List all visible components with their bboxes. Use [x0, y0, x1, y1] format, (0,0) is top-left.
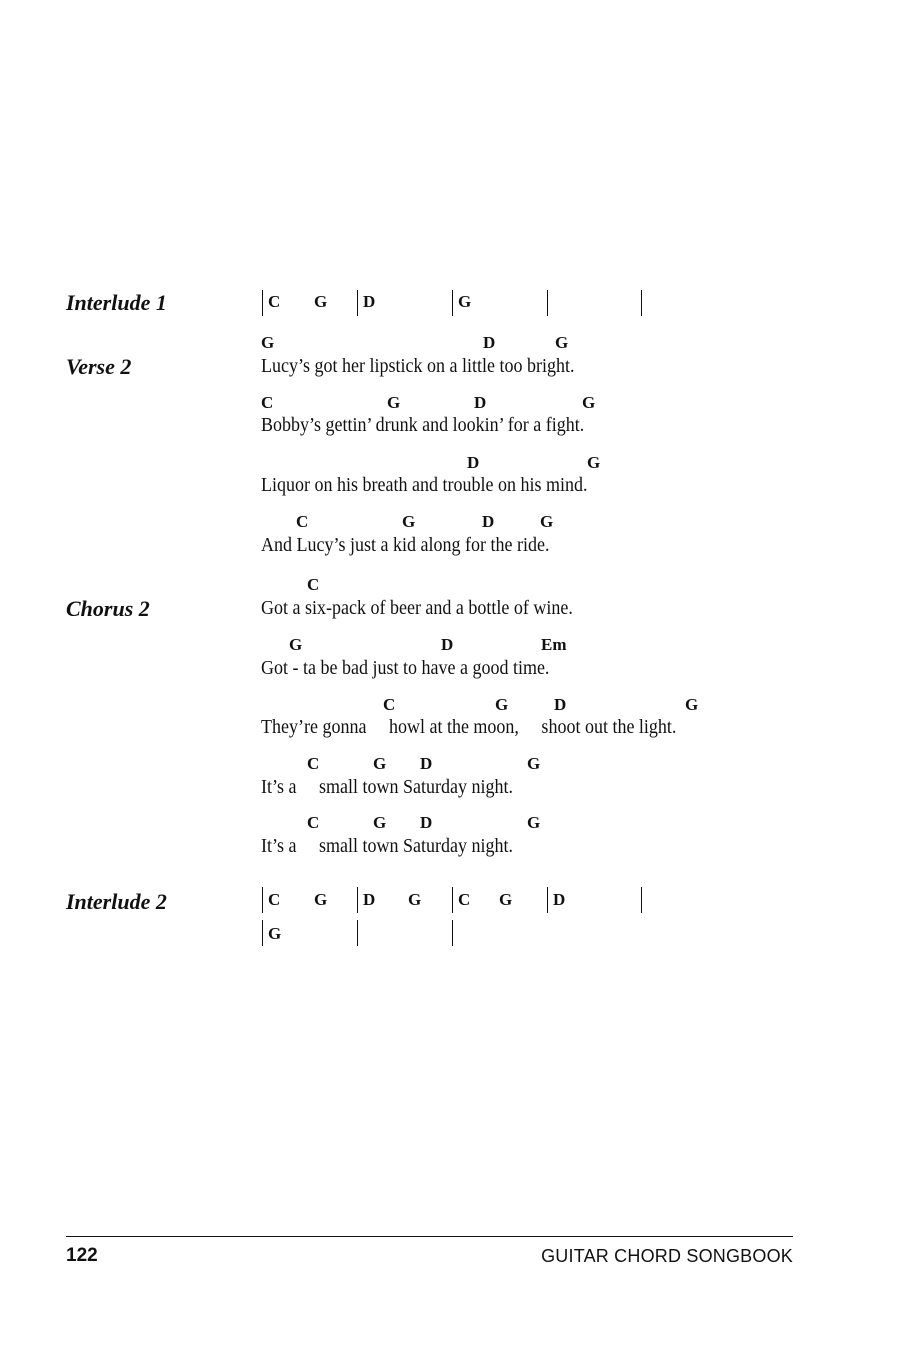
- chord: C: [268, 292, 281, 311]
- bar-line: [641, 887, 642, 913]
- chord: G: [314, 292, 328, 311]
- chord: G: [587, 453, 601, 472]
- lyric-line: And Lucy’s just a kid along for the ride.: [261, 534, 550, 556]
- lyric-line: Got a six-pack of beer and a bottle of wine.: [261, 597, 573, 619]
- bar-line: [357, 887, 358, 913]
- bar-line: [262, 887, 263, 913]
- chord: G: [540, 512, 554, 531]
- chord: D: [420, 813, 433, 832]
- chord: D: [441, 635, 454, 654]
- section-label-interlude-2: Interlude 2: [66, 889, 167, 914]
- chord: D: [554, 695, 567, 714]
- chord: G: [458, 292, 472, 311]
- chord: G: [495, 695, 509, 714]
- chord: G: [555, 333, 569, 352]
- lyric-line: It’s a small town Saturday night.: [261, 776, 513, 798]
- bar-line: [357, 920, 358, 946]
- chord: G: [289, 635, 303, 654]
- chord: G: [261, 333, 275, 352]
- lyric-line: It’s a small town Saturday night.: [261, 835, 513, 857]
- lyric-line: Bobby’s gettin’ drunk and lookin’ for a fight.: [261, 414, 585, 436]
- chord: C: [307, 575, 320, 594]
- lyric-line: Got - ta be bad just to have a good time.: [261, 657, 550, 679]
- chord: G: [402, 512, 416, 531]
- bar-line: [452, 290, 453, 316]
- section-label-chorus-2: Chorus 2: [66, 596, 150, 621]
- chord: G: [268, 924, 282, 943]
- chord: G: [582, 393, 596, 412]
- chord: G: [314, 890, 328, 909]
- chord: C: [307, 813, 320, 832]
- lyric-line: They’re gonna howl at the moon, shoot out the light.: [261, 716, 677, 738]
- chord: D: [363, 292, 376, 311]
- book-title: GUITAR CHORD SONGBOOK: [541, 1246, 793, 1266]
- bar-line: [641, 290, 642, 316]
- chord: G: [527, 813, 541, 832]
- bar-line: [547, 290, 548, 316]
- bar-line: [452, 920, 453, 946]
- section-label-verse-2: Verse 2: [66, 354, 132, 379]
- chord: D: [420, 754, 433, 773]
- chord: G: [685, 695, 699, 714]
- bar-line: [262, 290, 263, 316]
- bar-line: [262, 920, 263, 946]
- chord: D: [482, 512, 495, 531]
- chord: D: [483, 333, 496, 352]
- lyric-line: Liquor on his breath and trouble on his mind.: [261, 474, 588, 496]
- section-label-interlude-1: Interlude 1: [66, 290, 167, 315]
- chord: G: [499, 890, 513, 909]
- bar-line: [452, 887, 453, 913]
- chord: C: [268, 890, 281, 909]
- bar-line: [357, 290, 358, 316]
- chord: G: [408, 890, 422, 909]
- chord: C: [383, 695, 396, 714]
- page-number: 122: [66, 1245, 98, 1266]
- chord: G: [387, 393, 401, 412]
- lyric-line: Lucy’s got her lipstick on a little too bright.: [261, 355, 575, 377]
- chord: C: [307, 754, 320, 773]
- chord: G: [373, 813, 387, 832]
- footer-rule: [66, 1236, 793, 1237]
- chord: D: [467, 453, 480, 472]
- chord: C: [296, 512, 309, 531]
- chord: G: [373, 754, 387, 773]
- bar-line: [547, 887, 548, 913]
- chord: C: [261, 393, 274, 412]
- chord: Em: [541, 635, 567, 654]
- chord: C: [458, 890, 471, 909]
- chord: G: [527, 754, 541, 773]
- chord: D: [363, 890, 376, 909]
- chord: D: [474, 393, 487, 412]
- chord: D: [553, 890, 566, 909]
